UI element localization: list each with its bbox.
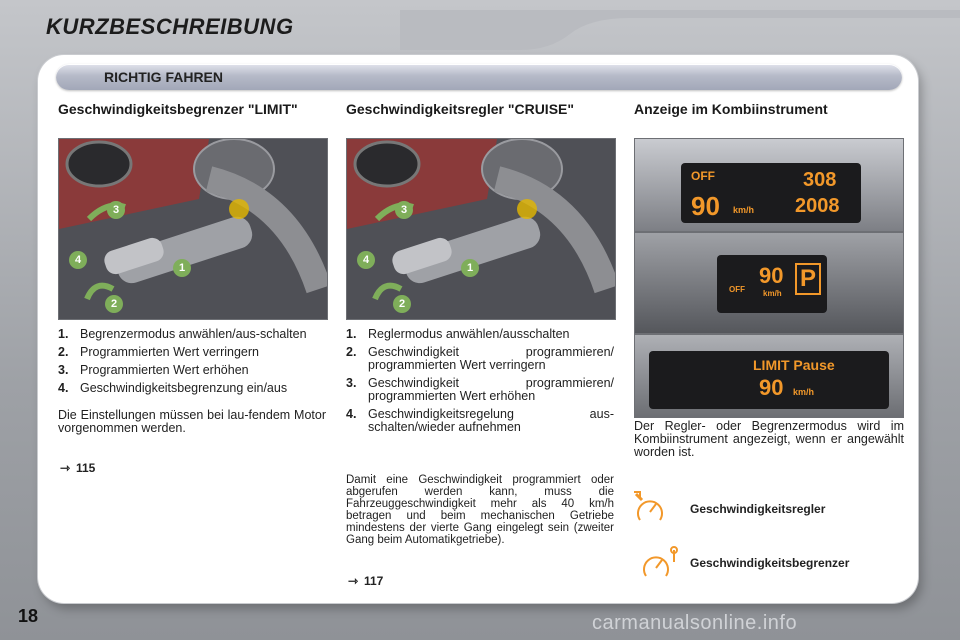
limit-heading: Geschwindigkeitsbegrenzer "LIMIT" xyxy=(58,101,298,117)
list-item: 4. Geschwindigkeitsregelung aus-schalten/wieder aufnehmen xyxy=(346,407,614,434)
page-reference-icon: ⇾ xyxy=(60,461,71,475)
cruise-stalk-photo xyxy=(346,138,616,320)
lcd-off-label: OFF xyxy=(691,169,715,183)
list-item: 1. Reglermodus anwählen/ausschalten xyxy=(346,327,570,341)
callout-4: 4 xyxy=(357,251,375,269)
lcd-off-label: OFF xyxy=(729,285,745,294)
list-item: 3. Geschwindigkeit programmieren/ programmierten Wert erhöhen xyxy=(346,376,614,403)
limit-steps-list xyxy=(58,328,326,400)
lcd-mode-text: LIMIT Pause xyxy=(753,357,835,373)
limit-note: Die Einstellungen müssen bei lau-fendem Motor vorgenommen werden. xyxy=(58,408,326,435)
header-swoosh xyxy=(400,10,960,50)
cluster-display-1 xyxy=(634,138,904,232)
callout-3: 3 xyxy=(107,201,125,219)
cluster-display-3 xyxy=(634,334,904,418)
stalk-illustration xyxy=(347,139,615,319)
legend-limiter-label: Geschwindigkeitsbegrenzer xyxy=(690,556,850,570)
list-item: 4. Geschwindigkeitsbegrenzung ein/aus xyxy=(58,381,288,395)
callout-3: 3 xyxy=(395,201,413,219)
list-item: 2. Geschwindigkeit programmieren/ programmierten Wert verringern xyxy=(346,345,614,372)
callout-2: 2 xyxy=(105,295,123,313)
limit-page-reference[interactable]: ⇾ 115 xyxy=(60,461,96,475)
legend-regulator-label: Geschwindigkeitsregler xyxy=(690,502,826,516)
lcd-gear: P xyxy=(795,263,821,295)
speedometer-limiter-icon xyxy=(640,544,684,580)
callout-2: 2 xyxy=(393,295,411,313)
cruise-note: Damit eine Geschwindigkeit programmiert oder abgerufen werden kann, muss die Fahrzeuggeschwindigkeit mehr als 40 km/h betragen und beim mechanischen Getriebe mindestens der vierte Gang eingelegt sein (zweiter Gang beim Automatikgetriebe). xyxy=(346,474,614,546)
lcd-speed: 90 xyxy=(691,191,720,221)
display-heading: Anzeige im Kombiinstrument xyxy=(634,101,828,117)
lcd-unit: km/h xyxy=(793,387,815,397)
cruise-heading: Geschwindigkeitsregler "CRUISE" xyxy=(346,101,575,117)
lcd-odometer: 308 xyxy=(803,169,837,191)
page-number: 18 xyxy=(18,606,39,626)
cluster-display-2 xyxy=(634,232,904,334)
lcd-trip: 2008 xyxy=(795,195,840,217)
limit-stalk-photo xyxy=(58,138,328,320)
watermark: carmanualsonline.info xyxy=(592,612,798,634)
lcd-unit: km/h xyxy=(733,205,755,215)
callout-1: 1 xyxy=(173,259,191,277)
list-item: 3. Programmierten Wert erhöhen xyxy=(58,363,249,377)
callout-4: 4 xyxy=(69,251,87,269)
lcd-speed: 90 xyxy=(759,375,784,400)
cruise-page-reference[interactable]: ⇾ 117 xyxy=(348,574,384,588)
lcd-speed: 90 xyxy=(759,263,784,288)
list-item: 1. Begrenzermodus anwählen/aus-schalten xyxy=(58,327,307,341)
display-note: Der Regler- oder Begrenzermodus wird im Kombiinstrument angezeigt, wenn er angewählt worden ist. xyxy=(634,419,904,459)
callout-1: 1 xyxy=(461,259,479,277)
lcd-unit: km/h xyxy=(763,289,782,298)
page-title: KURZBESCHREIBUNG xyxy=(46,14,294,39)
section-title: RICHTIG FAHREN xyxy=(104,69,223,85)
page-reference-icon: ⇾ xyxy=(348,574,359,588)
list-item: 2. Programmierten Wert verringern xyxy=(58,345,259,359)
speedometer-regulator-icon xyxy=(630,490,670,526)
stalk-illustration xyxy=(59,139,327,319)
cruise-steps-list xyxy=(346,328,614,439)
